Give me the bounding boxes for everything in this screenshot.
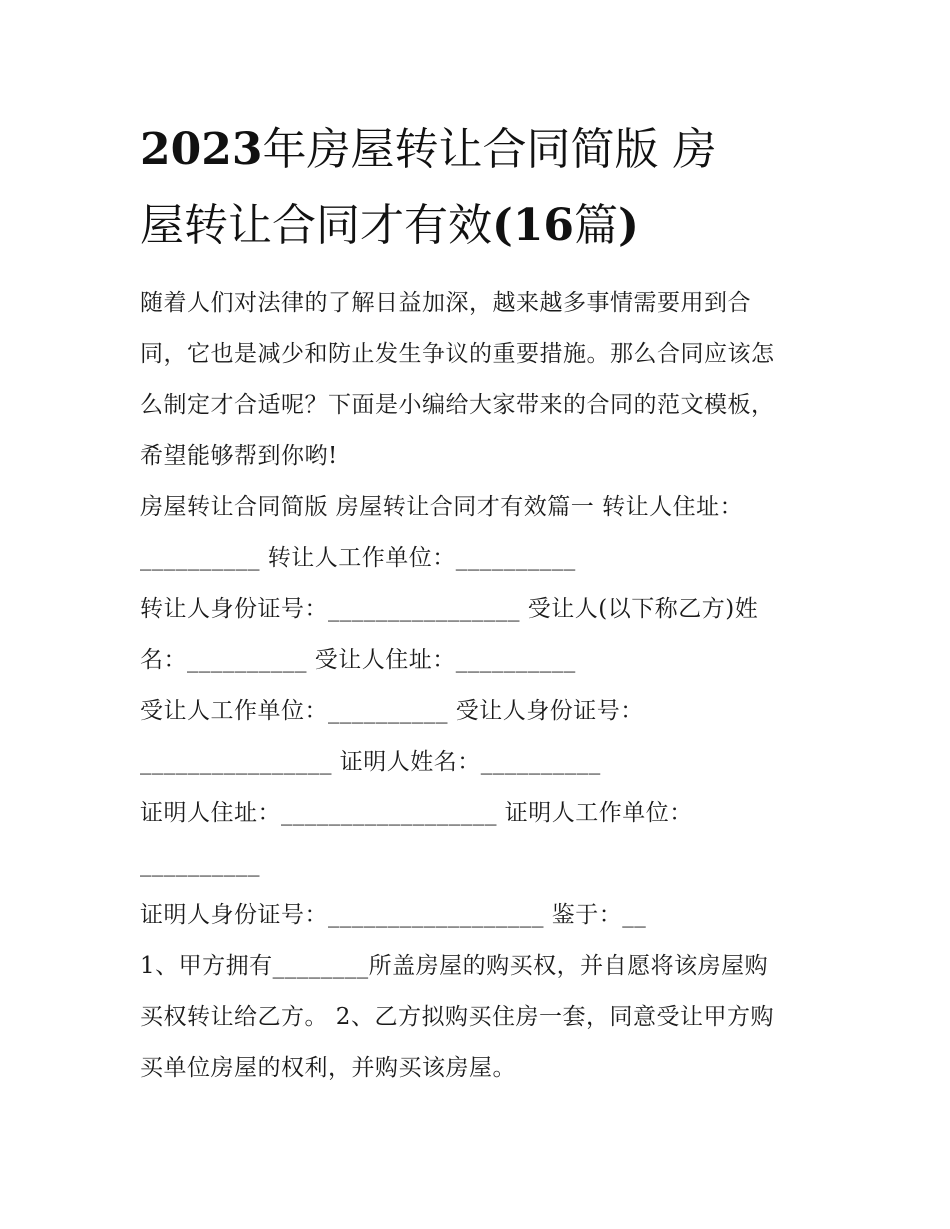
body-line: 房屋转让合同简版 房屋转让合同才有效篇一 转让人住址： [140, 494, 744, 520]
document-page [140, 112, 820, 1094]
body-line: 么制定才合适呢？下面是小编给大家带来的合同的范文模板， [140, 392, 775, 418]
title-line-2: 屋转让合同才有效(16篇) [140, 200, 639, 251]
body-line: 买权转让给乙方。 2、乙方拟购买住房一套，同意受让甲方购 [140, 1004, 774, 1030]
body-line: 1、甲方拥有________所盖房屋的购买权，并自愿将该房屋购 [140, 953, 769, 979]
body-line: 买单位房屋的权利，并购买该房屋。 [140, 1055, 516, 1081]
body-line: 同，它也是减少和防止发生争议的重要措施。那么合同应该怎 [140, 341, 775, 367]
body-line: 证明人住址：__________________ 证明人工作单位： [140, 800, 693, 826]
title-line-1: 2023年房屋转让合同简版 房 [140, 124, 717, 175]
body-line: __________ [140, 851, 260, 877]
body-line: 受让人工作单位：__________ 受让人身份证号： [140, 698, 644, 724]
body-line: 证明人身份证号：__________________ 鉴于：__ [140, 902, 647, 928]
title-count: (16 [492, 200, 575, 251]
document-title [140, 112, 820, 264]
body-line: __________ 转让人工作单位：__________ [140, 545, 576, 571]
body-line: 希望能够帮到你哟! [140, 443, 338, 469]
body-line: 名：__________ 受让人住址：__________ [140, 647, 576, 673]
body-line: 随着人们对法律的了解日益加深，越来越多事情需要用到合 [140, 290, 751, 316]
body-line: 转让人身份证号：________________ 受让人(以下称乙方)姓 [140, 596, 759, 622]
document-body [140, 278, 820, 1094]
body-line: ________________ 证明人姓名：__________ [140, 749, 601, 775]
title-year: 2023 [140, 124, 263, 175]
